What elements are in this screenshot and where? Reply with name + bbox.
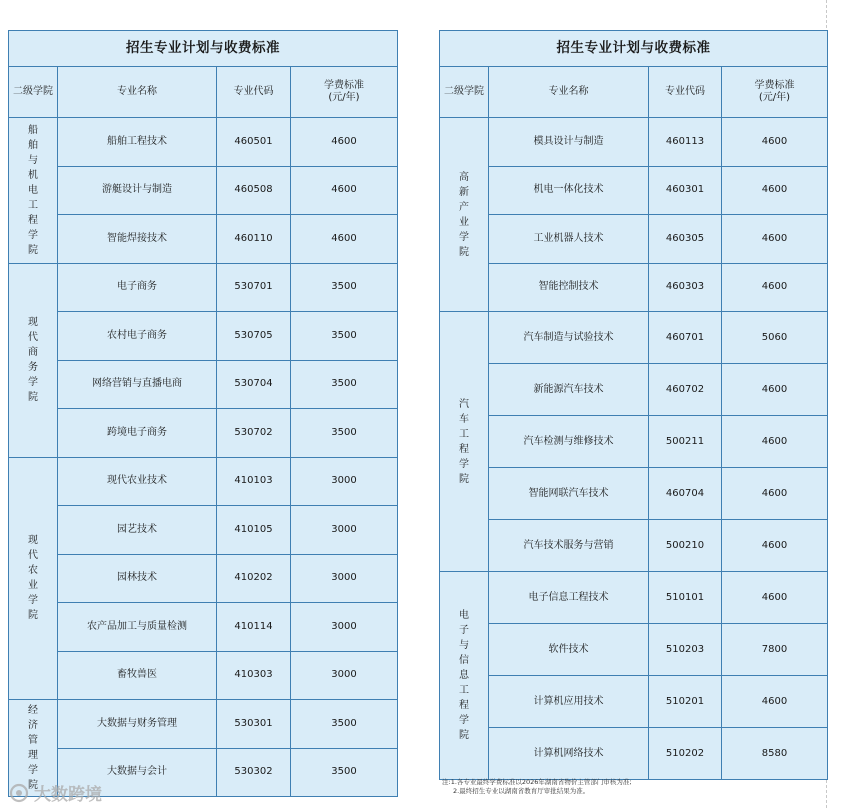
college-cell: 高新产业学院 — [440, 118, 489, 312]
fee-cell: 4600 — [722, 215, 828, 264]
header-fee-line1: 学费标准 — [324, 80, 364, 91]
major-cell: 工业机器人技术 — [489, 215, 649, 264]
fee-cell: 3500 — [291, 360, 398, 409]
college-cell: 船舶与机电工程学院 — [9, 118, 58, 264]
fee-cell: 5060 — [722, 312, 828, 364]
fee-cell: 8580 — [722, 728, 828, 780]
fee-cell: 4600 — [722, 166, 828, 215]
code-cell: 510202 — [649, 728, 722, 780]
code-cell: 460704 — [649, 468, 722, 520]
code-cell: 530302 — [217, 748, 291, 797]
major-cell: 计算机应用技术 — [489, 676, 649, 728]
fee-cell: 4600 — [722, 468, 828, 520]
table-title: 招生专业计划与收费标准 — [9, 31, 398, 67]
major-cell: 机电一体化技术 — [489, 166, 649, 215]
major-cell: 畜牧兽医 — [58, 651, 217, 700]
fee-cell: 3000 — [291, 603, 398, 652]
code-cell: 460508 — [217, 166, 291, 215]
fee-cell: 4600 — [722, 263, 828, 312]
code-cell: 460113 — [649, 118, 722, 167]
code-cell: 460110 — [217, 215, 291, 264]
code-cell: 460303 — [649, 263, 722, 312]
major-cell: 新能源汽车技术 — [489, 364, 649, 416]
header-fee — [291, 67, 398, 118]
code-cell: 510203 — [649, 624, 722, 676]
code-cell: 510101 — [649, 572, 722, 624]
header-college: 二级学院 — [440, 67, 489, 118]
major-cell: 游艇设计与制造 — [58, 166, 217, 215]
major-cell: 电子信息工程技术 — [489, 572, 649, 624]
major-cell: 大数据与会计 — [58, 748, 217, 797]
major-cell: 船舶工程技术 — [58, 118, 217, 167]
major-cell: 现代农业技术 — [58, 457, 217, 506]
code-cell: 410303 — [217, 651, 291, 700]
major-cell: 汽车检测与维修技术 — [489, 416, 649, 468]
fee-cell: 3000 — [291, 651, 398, 700]
fee-cell: 3500 — [291, 700, 398, 749]
code-cell: 530301 — [217, 700, 291, 749]
header-fee-line1: 学费标准 — [754, 80, 795, 91]
header-major: 专业名称 — [489, 67, 649, 118]
fee-cell: 3500 — [291, 312, 398, 361]
major-cell: 大数据与财务管理 — [58, 700, 217, 749]
major-cell: 智能控制技术 — [489, 263, 649, 312]
footnote-line: 注:1.各专业最终学费标准以2026年湖南省物价主管部门审核为准; — [442, 778, 632, 786]
major-cell: 网络营销与直播电商 — [58, 360, 217, 409]
right-fee-table — [439, 30, 828, 780]
fee-cell: 3500 — [291, 263, 398, 312]
header-code: 专业代码 — [217, 67, 291, 118]
major-cell: 汽车技术服务与营销 — [489, 520, 649, 572]
fee-cell: 4600 — [722, 520, 828, 572]
major-cell: 农产品加工与质量检测 — [58, 603, 217, 652]
major-cell: 园艺技术 — [58, 506, 217, 555]
header-fee-line2: (元/年) — [328, 92, 360, 103]
major-cell: 计算机网络技术 — [489, 728, 649, 780]
fee-cell: 4600 — [722, 572, 828, 624]
watermark — [8, 780, 102, 805]
table-title: 招生专业计划与收费标准 — [440, 31, 828, 67]
code-cell: 530701 — [217, 263, 291, 312]
code-cell: 410202 — [217, 554, 291, 603]
college-cell: 汽车工程学院 — [440, 312, 489, 572]
watermark-text: 大数跨境 — [34, 785, 102, 805]
header-college: 二级学院 — [9, 67, 58, 118]
fee-cell: 4600 — [291, 166, 398, 215]
major-cell: 智能焊接技术 — [58, 215, 217, 264]
code-cell: 500210 — [649, 520, 722, 572]
college-cell: 经济管理学院 — [9, 700, 58, 797]
code-cell: 530702 — [217, 409, 291, 458]
fee-cell: 4600 — [722, 118, 828, 167]
college-cell: 现代商务学院 — [9, 263, 58, 457]
header-fee — [722, 67, 828, 118]
code-cell: 460301 — [649, 166, 722, 215]
major-cell: 智能网联汽车技术 — [489, 468, 649, 520]
major-cell: 跨境电子商务 — [58, 409, 217, 458]
code-cell: 460701 — [649, 312, 722, 364]
footnote-line: 2.最终招生专业以湖南省教育厅审批结果为准。 — [453, 787, 590, 795]
major-cell: 模具设计与制造 — [489, 118, 649, 167]
header-fee-line2: (元/年) — [758, 92, 791, 103]
ring-logo-icon — [8, 782, 30, 804]
code-cell: 530704 — [217, 360, 291, 409]
code-cell: 410105 — [217, 506, 291, 555]
code-cell: 460305 — [649, 215, 722, 264]
fee-cell: 4600 — [291, 215, 398, 264]
code-cell: 410114 — [217, 603, 291, 652]
fee-cell: 3500 — [291, 748, 398, 797]
fee-cell: 4600 — [722, 416, 828, 468]
fee-cell: 4600 — [722, 364, 828, 416]
major-cell: 汽车制造与试验技术 — [489, 312, 649, 364]
fee-cell: 4600 — [722, 676, 828, 728]
code-cell: 500211 — [649, 416, 722, 468]
code-cell: 410103 — [217, 457, 291, 506]
code-cell: 530705 — [217, 312, 291, 361]
fee-cell: 3000 — [291, 457, 398, 506]
college-cell: 现代农业学院 — [9, 457, 58, 700]
code-cell: 460702 — [649, 364, 722, 416]
fee-cell: 3000 — [291, 506, 398, 555]
header-code: 专业代码 — [649, 67, 722, 118]
major-cell: 农村电子商务 — [58, 312, 217, 361]
code-cell: 510201 — [649, 676, 722, 728]
college-cell: 电子与信息工程学院 — [440, 572, 489, 780]
footnotes — [442, 778, 832, 796]
left-fee-table — [8, 30, 398, 797]
major-cell: 电子商务 — [58, 263, 217, 312]
fee-cell: 4600 — [291, 118, 398, 167]
fee-cell: 3000 — [291, 554, 398, 603]
fee-cell: 3500 — [291, 409, 398, 458]
major-cell: 园林技术 — [58, 554, 217, 603]
header-major: 专业名称 — [58, 67, 217, 118]
major-cell: 软件技术 — [489, 624, 649, 676]
fee-cell: 7800 — [722, 624, 828, 676]
code-cell: 460501 — [217, 118, 291, 167]
